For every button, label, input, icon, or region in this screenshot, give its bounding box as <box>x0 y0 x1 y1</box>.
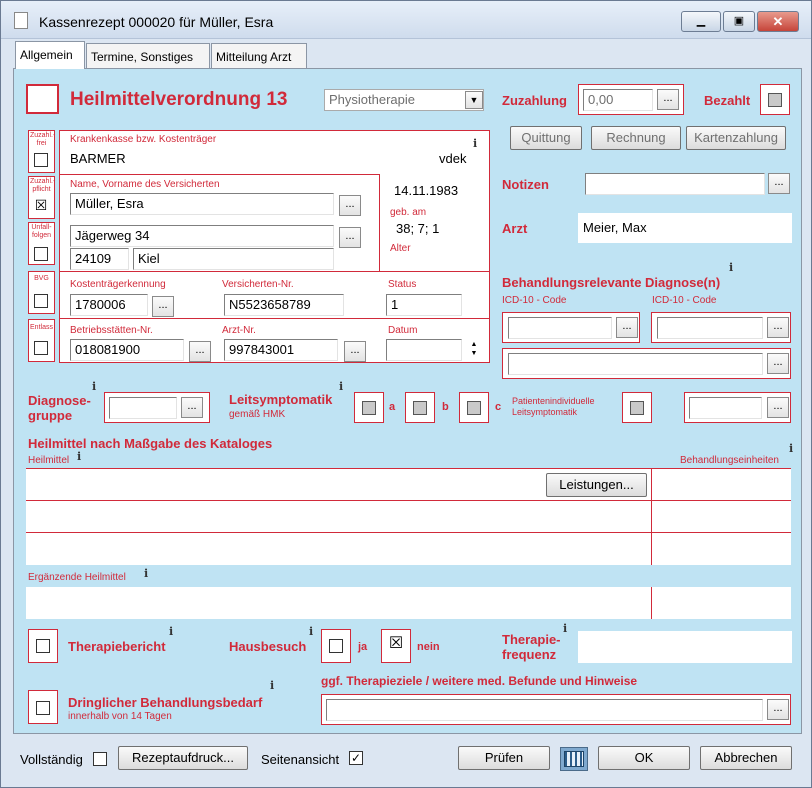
close-button[interactable] <box>757 11 799 32</box>
table-column-divider <box>651 468 652 565</box>
chevron-down-icon: ▼ <box>469 95 479 105</box>
leistungen-button[interactable]: Leistungen... <box>546 473 647 497</box>
title-bar <box>1 1 811 39</box>
minimize-icon: ▁ <box>696 15 706 27</box>
city-input[interactable]: Kiel <box>133 248 334 270</box>
hausbesuch-ja-checkbox[interactable] <box>329 639 343 653</box>
icd-lookup-button-1[interactable]: ... <box>616 317 638 338</box>
therapiefrequenz-input[interactable] <box>578 631 792 663</box>
ls-b-label: b <box>442 401 449 413</box>
bezahlt-label: Bezahlt <box>704 93 751 108</box>
therapieziele-label: ggf. Therapieziele / weitere med. Befunde und Hinweise <box>321 674 638 688</box>
diagnosegruppe-label: Diagnose-gruppe <box>28 393 91 423</box>
name-input[interactable]: Müller, Esra <box>70 193 334 215</box>
ls-c-label: c <box>495 401 502 413</box>
rechnung-button[interactable]: Rechnung <box>591 126 681 150</box>
leitsymptomatik-sub: gemäß HMK <box>229 409 286 420</box>
rezeptaufdruck-button[interactable]: Rezeptaufdruck... <box>118 746 248 770</box>
heilmittel-label: Heilmittel <box>28 455 70 466</box>
bsnr-label: Betriebsstätten-Nr. <box>70 325 153 336</box>
diagnose-text-input[interactable] <box>508 353 763 375</box>
notizen-input[interactable] <box>585 173 765 195</box>
diagnose-text-lookup-button[interactable]: ... <box>767 353 789 374</box>
maximize-icon: ▣ <box>733 15 745 27</box>
hausbesuch-label: Hausbesuch <box>229 639 307 654</box>
versnr-input[interactable]: N5523658789 <box>224 294 344 316</box>
heilmittel-table <box>26 468 791 565</box>
arztnr-label: Arzt-Nr. <box>222 325 256 336</box>
maximize-button[interactable] <box>723 11 755 32</box>
tab-mitteilung-arzt[interactable]: Mitteilung Arzt <box>211 43 307 68</box>
document-icon <box>14 12 28 29</box>
datum-spinner[interactable]: ▲ ▼ <box>470 341 478 357</box>
quittung-button[interactable]: Quittung <box>510 126 582 150</box>
birthdate: 14.11.1983 <box>394 183 459 198</box>
icd-label-1: ICD-10 - Code <box>502 295 567 306</box>
divider <box>59 174 379 175</box>
diagnosegruppe-lookup-button[interactable]: ... <box>181 397 203 418</box>
info-icon: i <box>729 261 734 274</box>
vollstaendig-checkbox[interactable] <box>93 752 107 766</box>
bsnr-lookup-button[interactable]: ... <box>189 341 211 362</box>
zuzahlfrei-label: Zuzahl.-frei <box>30 132 56 147</box>
calculator-icon <box>564 751 584 767</box>
ls-a-label: a <box>389 401 396 413</box>
icd-input-1[interactable] <box>508 317 612 339</box>
ok-button[interactable]: OK <box>598 746 690 770</box>
info-icon: i <box>309 625 314 638</box>
footer-bar <box>1 736 811 787</box>
bezahlt-checkbox[interactable] <box>768 93 782 107</box>
therapieziele-lookup-button[interactable]: ... <box>767 699 789 720</box>
heilmittel-heading: Heilmittel nach Maßgabe des Kataloges <box>28 436 273 451</box>
window-title: Kassenrezept 000020 für Müller, Esra <box>39 14 274 30</box>
kasse-label: Krankenkasse bzw. Kostenträger <box>70 134 217 145</box>
info-icon: i <box>144 567 149 580</box>
kasse-name: BARMER <box>70 151 126 166</box>
kasse-type: vdek <box>439 151 467 166</box>
info-icon: i <box>77 450 82 463</box>
divider <box>379 174 380 271</box>
patientenindividuelle-label: Patientenindividuelle Leitsymptomatik <box>512 396 595 417</box>
zuzahlung-input[interactable]: 0,00 <box>583 89 653 111</box>
zuzahlpflicht-checkbox[interactable]: ☒ <box>34 197 48 213</box>
form-panel <box>13 68 802 734</box>
ja-label: ja <box>358 641 368 653</box>
unfallfolgen-label: Unfall-folgen <box>31 224 52 239</box>
table-row-divider <box>26 500 791 501</box>
bvg-checkbox[interactable] <box>34 294 48 308</box>
name-label: Name, Vorname des Versicherten <box>70 179 220 190</box>
ls-a-checkbox[interactable] <box>362 401 376 415</box>
diagnose-heading: Behandlungsrelevante Diagnose(n) <box>502 275 721 290</box>
pruefen-button[interactable]: Prüfen <box>458 746 550 770</box>
info-icon: i <box>563 622 568 635</box>
kennung-input[interactable]: 1780006 <box>70 294 148 316</box>
arztnr-lookup-button[interactable]: ... <box>344 341 366 362</box>
leitsymptomatik-text-input[interactable] <box>689 397 762 419</box>
arzt-label: Arzt <box>502 221 528 236</box>
minimize-button[interactable] <box>681 11 721 32</box>
unfallfolgen-checkbox[interactable] <box>34 247 48 261</box>
entlass-label: Entlass <box>30 324 53 331</box>
dringlich-sub: innerhalb von 14 Tagen <box>68 711 172 722</box>
status-label: Status <box>388 279 417 290</box>
diagnosegruppe-input[interactable] <box>109 397 177 419</box>
status-square <box>26 84 59 114</box>
alter-label: Alter <box>390 243 411 254</box>
info-icon: i <box>92 380 97 393</box>
dringlich-checkbox[interactable] <box>36 701 50 715</box>
icd-input-2[interactable] <box>657 317 763 339</box>
divider <box>59 271 490 272</box>
calculator-button[interactable] <box>560 747 588 771</box>
kartenzahlung-button[interactable]: Kartenzahlung <box>686 126 786 150</box>
street-input[interactable]: Jägerweg 34 <box>70 225 334 247</box>
bvg-label: BVG <box>34 275 49 282</box>
zuzahlung-lookup-button[interactable]: ... <box>657 89 679 110</box>
hausbesuch-nein-checkbox[interactable]: ☒ <box>388 635 404 652</box>
leitsymptomatik-label: Leitsymptomatik <box>229 392 333 407</box>
tab-termine-sonstiges[interactable]: Termine, Sonstiges <box>86 43 210 68</box>
zuzahlpflicht-label: Zuzahl.-pflicht <box>30 178 56 193</box>
abbrechen-button[interactable]: Abbrechen <box>700 746 792 770</box>
vollstaendig-label: Vollständig <box>20 752 83 767</box>
info-icon: i <box>473 137 478 150</box>
arztnr-input[interactable]: 997843001 <box>224 339 338 361</box>
seitenansicht-checkbox[interactable]: ✓ <box>350 751 362 765</box>
datum-input[interactable] <box>386 339 462 361</box>
address-lookup-button[interactable]: ... <box>339 227 361 248</box>
therapiebericht-checkbox[interactable] <box>36 639 50 653</box>
datum-label: Datum <box>388 325 418 336</box>
behandlungseinheiten-label: Behandlungseinheiten <box>680 455 779 466</box>
icd-lookup-button-2[interactable]: ... <box>767 317 789 338</box>
patientenindividuelle-checkbox[interactable] <box>630 401 644 415</box>
tab-allgemein[interactable]: Allgemein <box>15 41 85 69</box>
therapy-type-dropdown-button[interactable] <box>465 91 483 109</box>
status-input[interactable]: 1 <box>386 294 462 316</box>
divider <box>59 318 490 319</box>
ls-b-checkbox[interactable] <box>413 401 427 415</box>
info-icon: i <box>789 442 794 455</box>
kennung-label: Kostenträgerkennung <box>70 279 166 290</box>
table-column-divider <box>651 587 652 619</box>
therapy-type-select[interactable]: Physiotherapie <box>324 89 484 111</box>
zip-input[interactable]: 24109 <box>70 248 129 270</box>
close-icon: ✕ <box>772 14 784 29</box>
therapiebericht-label: Therapiebericht <box>68 639 166 654</box>
ls-c-checkbox[interactable] <box>467 401 481 415</box>
age: 38; 7; 1 <box>396 221 440 236</box>
arzt-input[interactable]: Meier, Max <box>578 213 792 243</box>
leitsymptomatik-lookup-button[interactable]: ... <box>767 397 789 418</box>
ergaenzende-label: Ergänzende Heilmittel <box>28 572 126 583</box>
ergaenzende-table <box>26 587 791 619</box>
entlass-checkbox[interactable] <box>34 341 48 355</box>
geb-label: geb. am <box>390 207 427 218</box>
info-icon: i <box>169 625 174 638</box>
nein-label: nein <box>417 641 440 653</box>
notizen-lookup-button[interactable]: ... <box>768 173 790 194</box>
icd-label-2: ICD-10 - Code <box>652 295 717 306</box>
table-row-divider <box>26 532 791 533</box>
notizen-label: Notizen <box>502 177 549 192</box>
form-title: Heilmittelverordnung 13 <box>70 89 288 110</box>
name-lookup-button[interactable]: ... <box>339 195 361 216</box>
seitenansicht-label: Seitenansicht <box>261 752 340 767</box>
therapieziele-input[interactable] <box>326 699 763 721</box>
zuzahlung-label: Zuzahlung <box>502 93 567 108</box>
kennung-lookup-button[interactable]: ... <box>152 296 174 317</box>
dringlich-label: Dringlicher Behandlungsbedarf <box>68 695 263 710</box>
therapiefrequenz-label: Therapie-frequenz <box>502 632 561 662</box>
bsnr-input[interactable]: 018081900 <box>70 339 184 361</box>
info-icon: i <box>270 679 275 692</box>
versnr-label: Versicherten-Nr. <box>222 279 294 290</box>
info-icon: i <box>339 380 344 393</box>
zuzahlfrei-checkbox[interactable] <box>34 153 48 167</box>
